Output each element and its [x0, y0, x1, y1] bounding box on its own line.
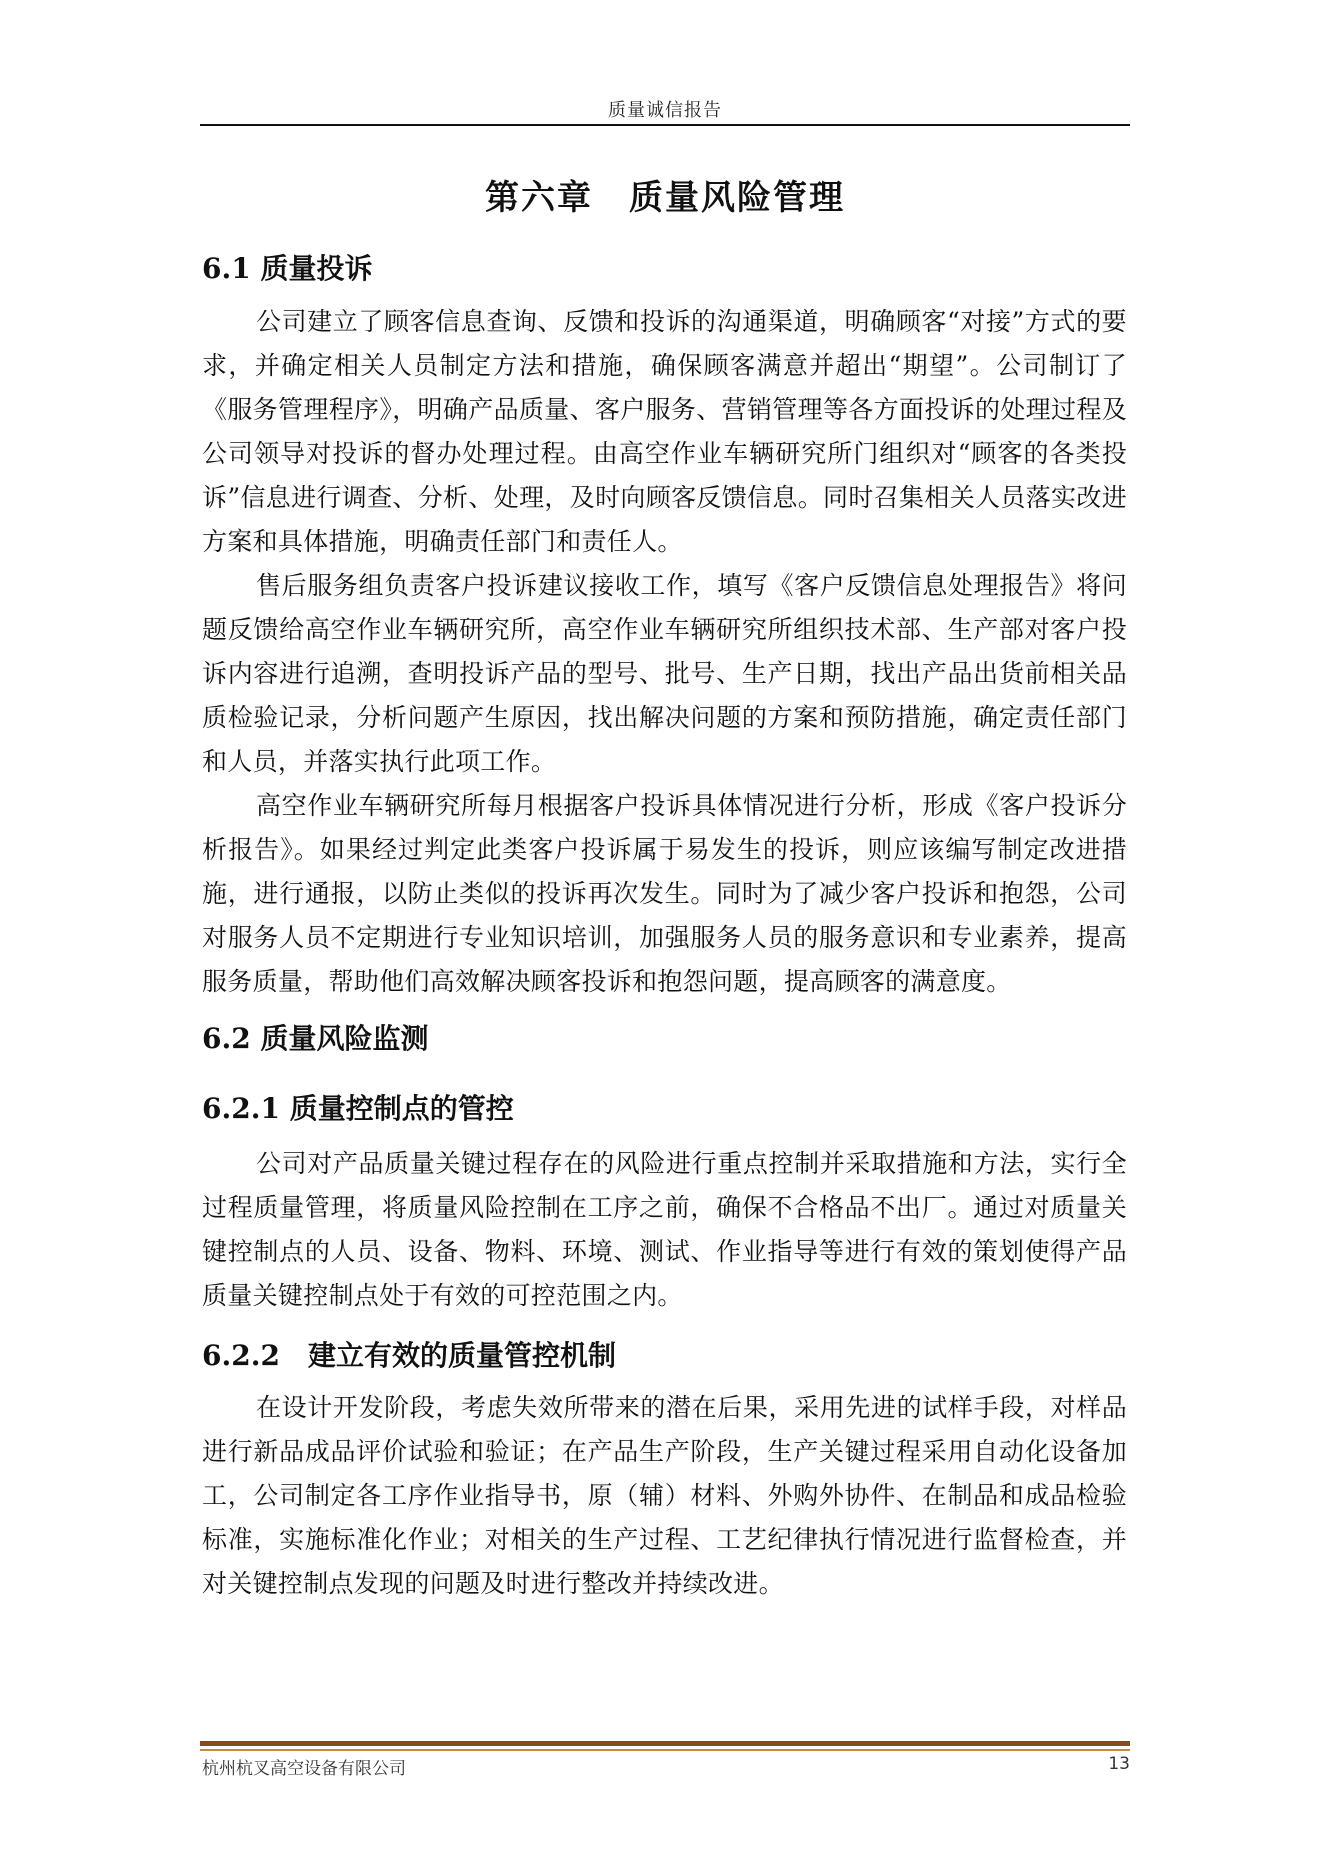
section-heading-6-2-2: 6.2.2 建立有效的质量管控机制 — [202, 1339, 616, 1372]
header-divider — [200, 124, 1130, 126]
paragraph: 在设计开发阶段，考虑失效所带来的潜在后果，采用先进的试样手段，对样品进行新品成品评价试验和验证；在产品生产阶段，生产关键过程采用自动化设备加工，公司制定各工序作业指导书，原（辅）材料、外购外协件、在制品和成品检验标准，实施标准化作业；对相关的生产过程、工艺纪律执行情况进行监督检查，并对关键控制点发现的问题及时进行整改并持续改进。 — [202, 1393, 1127, 1598]
running-header: 质量诚信报告 — [608, 100, 722, 121]
footer-divider-dark — [200, 1741, 1130, 1746]
paragraph: 高空作业车辆研究所每月根据客户投诉具体情况进行分析，形成《客户投诉分析报告》。如果经过判定此类客户投诉属于易发生的投诉，则应该编写制定改进措施，进行通报，以防止类似的投诉再次发生。同时为了减少客户投诉和抱怨，公司对服务人员不定期进行专业知识培训，加强服务人员的服务意识和专业素养，提高服务质量，帮助他们高效解决顾客投诉和抱怨问题，提高顾客的满意度。 — [202, 791, 1127, 996]
section-heading-6-2: 6.2 质量风险监测 — [202, 1022, 429, 1055]
footer-company-name: 杭州杭叉高空设备有限公司 — [202, 1759, 406, 1779]
chapter-title: 第六章 质量风险管理 — [485, 178, 845, 218]
paragraph: 售后服务组负责客户投诉建议接收工作，填写《客户反馈信息处理报告》将问题反馈给高空作业车辆研究所，高空作业车辆研究所组织技术部、生产部对客户投诉内容进行追溯，查明投诉产品的型号、批号、生产日期，找出产品出货前相关品质检验记录，分析问题产生原因，找出解决问题的方案和预防措施，确定责任部门和人员，并落实执行此项工作。 — [202, 571, 1127, 776]
section-heading-6-1: 6.1 质量投诉 — [202, 252, 373, 285]
paragraph: 公司建立了顾客信息查询、反馈和投诉的沟通渠道，明确顾客“对接”方式的要求，并确定相关人员制定方法和措施，确保顾客满意并超出“期望”。公司制订了《服务管理程序》，明确产品质量、客户服务、营销管理等各方面投诉的处理过程及公司领导对投诉的督办处理过程。由高空作业车辆研究所门组织对“顾客的各类投诉”信息进行调查、分析、处理，及时向顾客反馈信息。同时召集相关人员落实改进方案和具体措施，明确责任部门和责任人。 — [202, 307, 1127, 556]
page-number: 13 — [1108, 1754, 1130, 1774]
footer-divider-light — [200, 1749, 1130, 1751]
paragraph: 公司对产品质量关键过程存在的风险进行重点控制并采取措施和方法，实行全过程质量管理，将质量风险控制在工序之前，确保不合格品不出厂。通过对质量关键控制点的人员、设备、物料、环境、测试、作业指导等进行有效的策划使得产品质量关键控制点处于有效的可控范围之内。 — [202, 1149, 1127, 1310]
section-heading-6-2-1: 6.2.1 质量控制点的管控 — [202, 1092, 514, 1125]
